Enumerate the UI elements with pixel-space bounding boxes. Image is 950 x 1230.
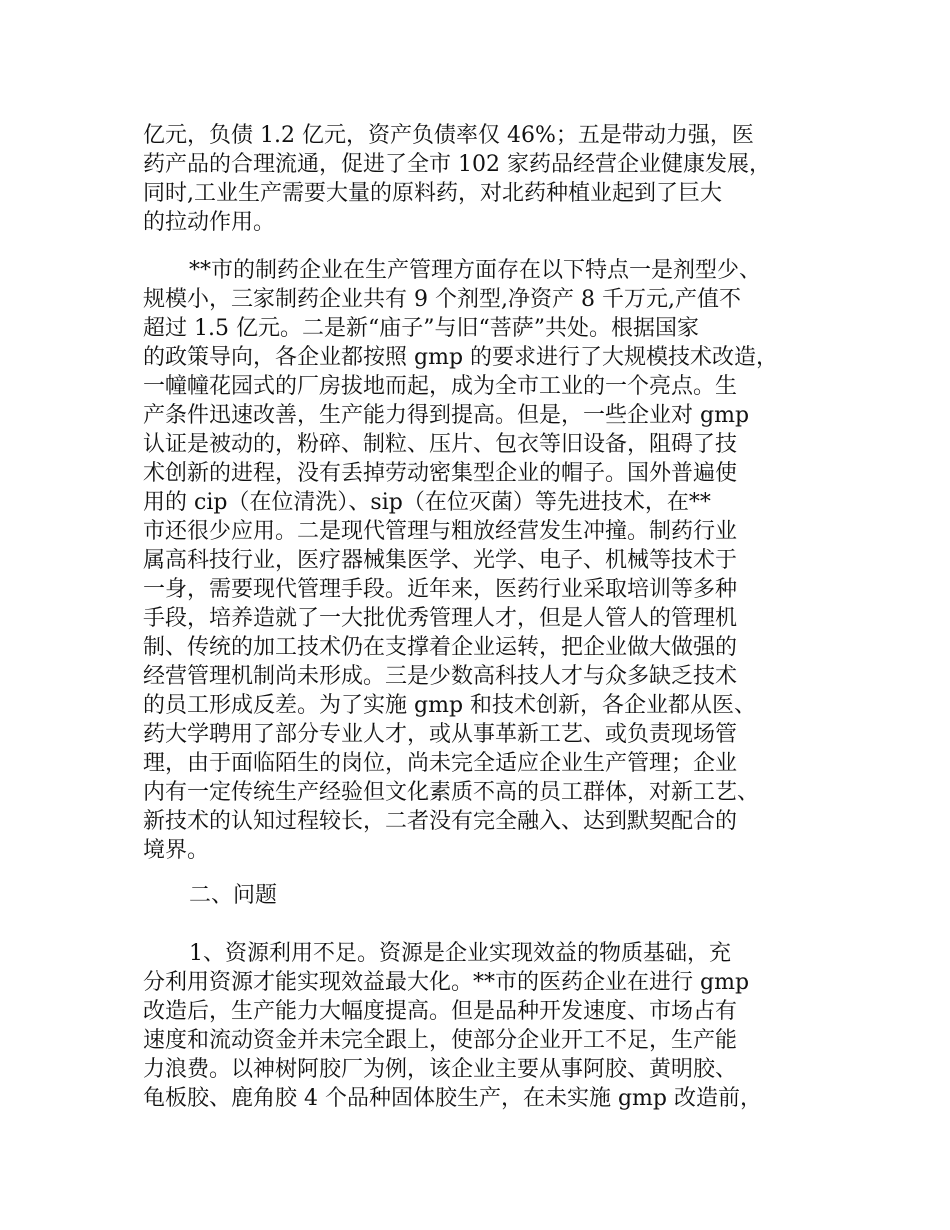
text-line: 速度和流动资金并未完全跟上，使部分企业开工不足，生产能 <box>143 1028 738 1053</box>
paragraph-continued <box>143 121 813 237</box>
text-line: 认证是被动的，粉碎、制粒、压片、包衣等旧设备，阻碍了技 <box>143 432 738 457</box>
text-line: 属高科技行业，医疗器械集医学、光学、电子、机械等技术于 <box>143 548 738 573</box>
text-line: 药大学聘用了部分专业人才，或从事革新工艺、或负责现场管 <box>143 722 738 747</box>
text-line: 分利用资源才能实现效益最大化。**市的医药企业在进行 gmp <box>143 970 750 995</box>
text-line: **市的制药企业在生产管理方面存在以下特点一是剂型少、 <box>189 258 762 283</box>
text-line: 制、传统的加工技术仍在支撑着企业运转，把企业做大做强的 <box>143 635 738 660</box>
section-heading <box>143 881 813 910</box>
text-line: 龟板胶、鹿角胶 4 个品种固体胶生产，在未实施 gmp 改造前， <box>143 1086 762 1111</box>
text-line: 的员工形成反差。为了实施 gmp 和技术创新，各企业都从医、 <box>143 693 757 718</box>
text-line: 超过 1.5 亿元。二是新“庙子”与旧“菩萨”共处。根据国家 <box>143 316 699 341</box>
text-line: 的政策导向，各企业都按照 gmp 的要求进行了大规模技术改造， <box>143 345 779 370</box>
text-line: 产条件迅速改善，生产能力得到提高。但是，一些企业对 gmp <box>143 403 750 428</box>
text-line: 力浪费。以神树阿胶厂为例，该企业主要从事阿胶、黄明胶、 <box>143 1057 738 1082</box>
text-line: 术创新的进程，没有丢掉劳动密集型企业的帽子。国外普遍使 <box>143 461 738 486</box>
text-line: 的拉动作用。 <box>143 210 276 235</box>
text-line: 药产品的合理流通，促进了全市 102 家药品经营企业健康发展， <box>143 152 771 177</box>
text-line: 改造后，生产能力大幅度提高。但是品种开发速度、市场占有 <box>143 999 738 1024</box>
paragraph-characteristics <box>143 256 813 865</box>
text-line: 内有一定传统生产经验但文化素质不高的员工群体，对新工艺、 <box>143 780 760 805</box>
text-line: 新技术的认知过程较长，二者没有完全融入、达到默契配合的 <box>143 809 738 834</box>
text-line: 用的 cip（在位清洗）、sip（在位灭菌）等先进技术，在** <box>143 490 711 515</box>
text-line: 手段，培养造就了一大批优秀管理人才，但是人管人的管理机 <box>143 606 738 631</box>
text-line: 一幢幢花园式的厂房拔地而起，成为全市工业的一个亮点。生 <box>143 374 738 399</box>
text-line: 规模小，三家制药企业共有 9 个剂型,净资产 8 千万元,产值不 <box>143 287 741 312</box>
section-heading-text: 二、问题 <box>189 883 278 908</box>
text-line: 同时,工业生产需要大量的原料药，对北药种植业起到了巨大 <box>143 181 722 206</box>
text-line: 经营管理机制尚未形成。三是少数高科技人才与众多缺乏技术 <box>143 664 738 689</box>
paragraph-resource-utilization <box>143 939 813 1113</box>
text-line: 1、资源利用不足。资源是企业实现效益的物质基础，充 <box>189 941 731 966</box>
text-line: 理，由于面临陌生的岗位，尚未完全适应企业生产管理；企业 <box>143 751 738 776</box>
text-line: 市还很少应用。二是现代管理与粗放经营发生冲撞。制药行业 <box>143 519 738 544</box>
text-line: 境界。 <box>143 838 210 863</box>
text-line: 一身，需要现代管理手段。近年来，医药行业采取培训等多种 <box>143 577 738 602</box>
text-line: 亿元，负债 1.2 亿元，资产负债率仅 46%；五是带动力强，医 <box>143 123 754 148</box>
